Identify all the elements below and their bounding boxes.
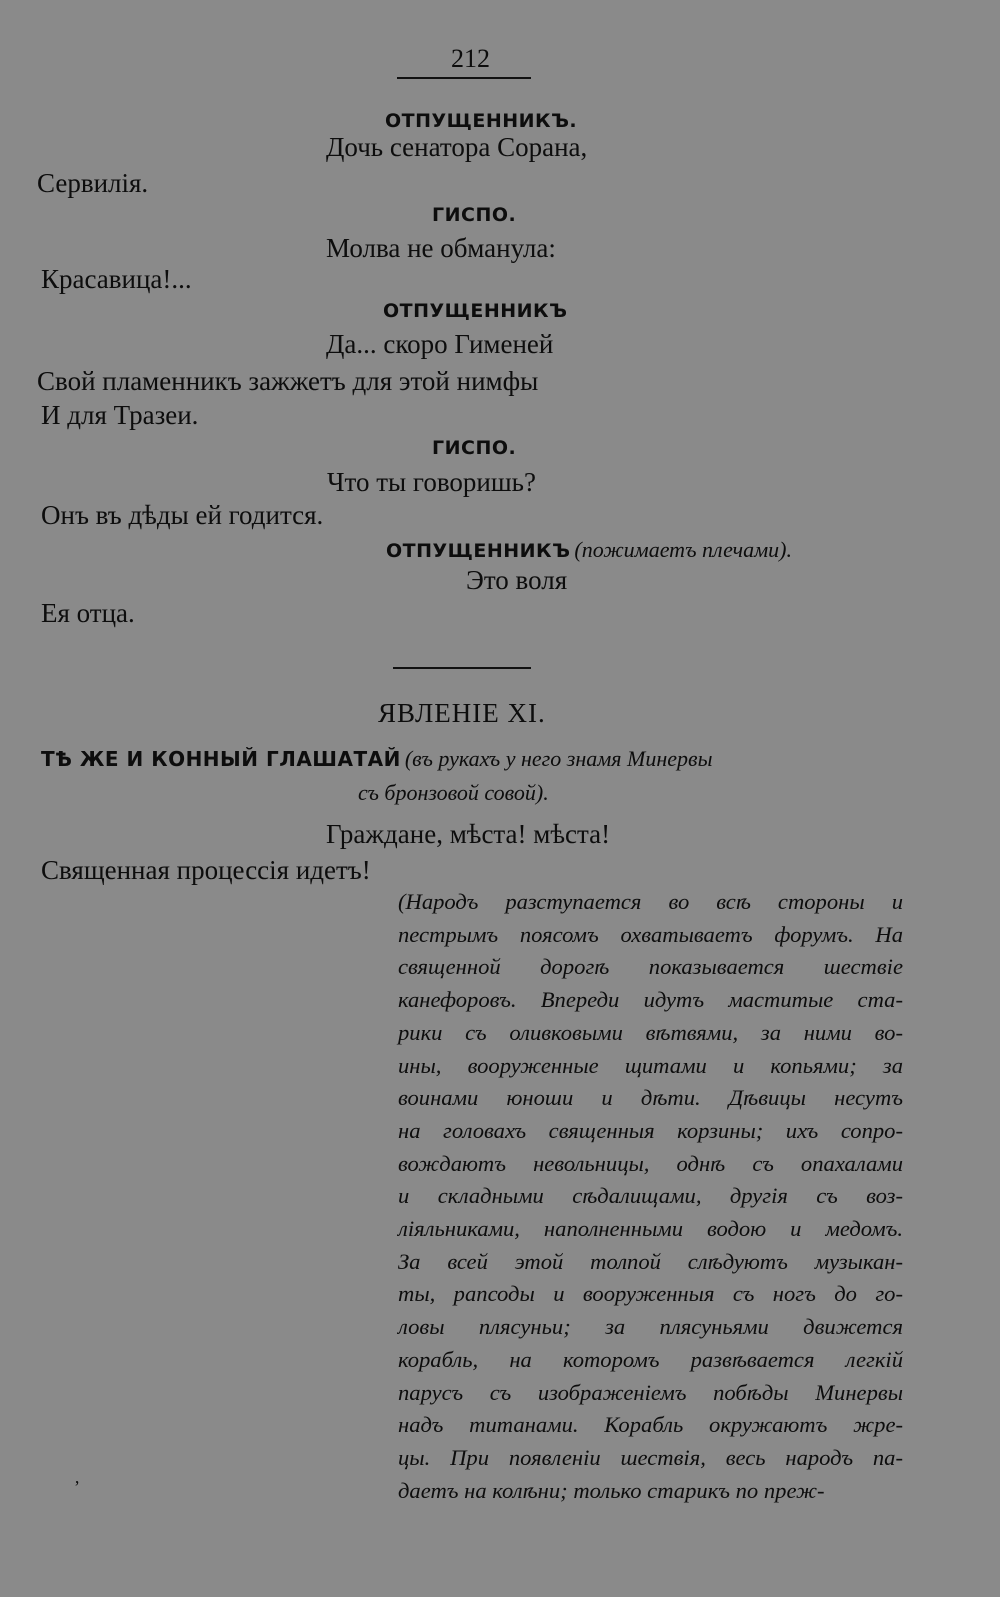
stage-direction-line: вождаютъ невольницы, однѣ съ опахалами: [398, 1150, 903, 1176]
stage-direction-line: корабль, на которомъ развѣвается легкій: [398, 1346, 903, 1372]
scene-cast-note: (въ рукахъ у него знамя Минервы: [404, 746, 713, 771]
stage-direction-line: ліяльниками, наполненными водою и медомъ.: [398, 1216, 903, 1242]
scene-cast-line: [41, 746, 712, 772]
stage-direction-line: канефоровъ. Впереди идутъ маститые ста-: [398, 987, 903, 1013]
stage-direction-line: священной дорогѣ показывается шествіе: [398, 954, 903, 980]
page-number: 212: [451, 44, 490, 73]
verse-line: Дочь сенатора Сорана,: [326, 132, 588, 162]
stage-direction-line: воинами юноши и дѣти. Дѣвицы несутъ: [398, 1085, 903, 1111]
stage-direction-line: на головахъ священныя корзины; ихъ сопро-: [398, 1117, 903, 1143]
stage-direction-line: (Народъ разступается во всѣ стороны и: [398, 889, 903, 914]
scene-cast-note: съ бронзовой совой).: [358, 780, 549, 805]
verse-line: И для Тразеи.: [41, 400, 199, 430]
verse-line: Это воля: [466, 565, 568, 595]
verse-line: Свой пламенникъ зажжетъ для этой нимфы: [37, 366, 539, 396]
section-divider: [393, 667, 531, 669]
stage-direction-line: цы. При появленіи шествія, весь народъ па-: [398, 1444, 903, 1470]
stage-direction-line: даетъ на колѣни; только старикъ по преж-: [398, 1477, 825, 1503]
stage-direction-line: парусъ съ изображеніемъ побѣды Минервы: [398, 1379, 903, 1405]
stage-direction-line: ловы плясуньи; за плясуньями движется: [398, 1314, 903, 1340]
stage-direction-inline: (пожимаетъ плечами).: [574, 537, 792, 562]
speaker-gispo: ГИСПО.: [432, 437, 517, 459]
stage-direction-line: ины, вооруженные щитами и копьями; за: [398, 1052, 903, 1078]
scene-cast: ТѢ ЖЕ И КОННЫЙ ГЛАШАТАЙ: [41, 747, 401, 771]
stage-direction-line: рики съ оливковыми вѣтвями, за ними во-: [398, 1019, 903, 1045]
page-number-rule: [397, 77, 531, 79]
speaker-gispo: ГИСПО.: [432, 204, 517, 226]
verse-line: Да... скоро Гименей: [326, 329, 554, 359]
verse-line: Молва не обманула:: [326, 233, 556, 263]
verse-line: Сервилія.: [37, 168, 149, 198]
stage-direction-line: За всей этой толпой слѣдуютъ музыкан-: [398, 1248, 903, 1274]
stage-direction-line: пестрымъ поясомъ охватываетъ форумъ. На: [398, 921, 903, 947]
stage-direction-line: ты, рапсоды и вооруженныя съ ногъ до го-: [398, 1281, 903, 1307]
speaker-otpushchennik: ОТПУЩЕННИКЪ: [386, 540, 571, 562]
verse-line: Священная процессія идетъ!: [41, 855, 371, 885]
speaker-line-with-direction: [386, 537, 792, 563]
stage-direction-block: [398, 886, 903, 1507]
speaker-otpushchennik: ОТПУЩЕННИКЪ.: [385, 110, 578, 132]
scene-heading: ЯВЛЕНІЕ XI.: [378, 698, 546, 728]
verse-line: Онъ въ дѣды ей годится.: [41, 500, 324, 530]
stage-direction-line: надъ титанами. Корабль окружаютъ жре-: [398, 1412, 903, 1438]
verse-line: Ея отца.: [41, 598, 135, 628]
verse-line: Что ты говоришь?: [327, 467, 536, 497]
verse-line: Красавица!...: [41, 264, 192, 294]
verse-line: Граждане, мѣста! мѣста!: [326, 819, 611, 849]
stage-direction-line: и складными сѣдалищами, другія съ воз-: [398, 1183, 903, 1209]
margin-mark: ʼ: [74, 1477, 80, 1497]
speaker-otpushchennik: ОТПУЩЕННИКЪ: [383, 300, 568, 322]
